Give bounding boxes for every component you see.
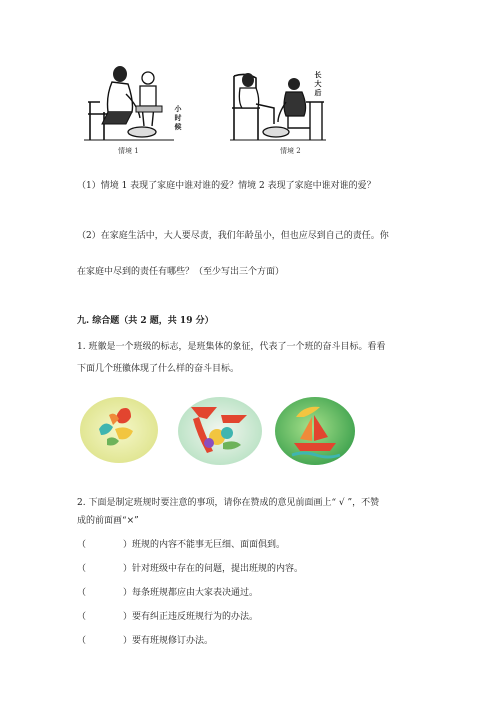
option-2: （ ）针对班级中存在的问题，提出班规的内容。 xyxy=(77,561,303,574)
option-5: （ ）要有班规修订办法。 xyxy=(77,633,213,646)
option-1-text: 班规的内容不能事无巨细、面面俱到。 xyxy=(132,540,286,550)
option-3-text: 每条班规都应由大家表决通过。 xyxy=(132,588,259,598)
answer-blank-1[interactable]: （ xyxy=(77,540,87,550)
class-badge-2 xyxy=(177,395,263,467)
scene-1-side-label: 小 时 候 xyxy=(174,104,182,131)
option-2-text: 针对班级中存在的问题，提出班规的内容。 xyxy=(132,564,304,574)
answer-blank-5[interactable]: （ xyxy=(77,636,87,646)
s9-question-1-line-2: 下面几个班徽体现了什么样的奋斗目标。 xyxy=(77,364,240,374)
answer-blank-3[interactable]: （ xyxy=(77,588,87,598)
s9-question-2-line-1: 2. 下面是制定班规时要注意的事项，请你在赞成的意见前面画上“ √ ”，不赞 xyxy=(77,498,380,508)
option-4: （ ）要有纠正违反班规行为的办法。 xyxy=(77,609,258,622)
answer-blank-4[interactable]: （ xyxy=(77,612,87,622)
scene-2-caption: 情境 2 xyxy=(280,147,301,155)
option-4-text: 要有纠正违反班规行为的办法。 xyxy=(132,612,259,622)
question-1-text: （1）情境 1 表现了家庭中谁对谁的爱？情境 2 表现了家庭中谁对谁的爱？ xyxy=(77,181,376,191)
s9-question-2-line-2: 成的前面画“×” xyxy=(77,516,139,526)
class-badge-3 xyxy=(274,395,356,467)
option-5-text: 要有班规修订办法。 xyxy=(132,636,214,646)
class-badge-1 xyxy=(79,395,159,465)
mother-washing-child-feet-image xyxy=(82,62,177,142)
illustration-scene-1 xyxy=(82,62,187,158)
question-2-text-line-2: 在家庭中尽到的责任有哪些？（至少写出三个方面） xyxy=(77,267,285,277)
question-2-text-line-1: （2）在家庭生活中，大人要尽责，我们年龄虽小，但也应尽到自己的责任。你 xyxy=(77,231,389,241)
scene-2-side-label: 长 大 后 xyxy=(314,70,322,97)
child-washing-mother-feet-image xyxy=(228,62,328,142)
option-1: （ ）班规的内容不能事无巨细、面面俱到。 xyxy=(77,537,285,550)
scene-1-caption: 情境 1 xyxy=(118,147,139,155)
answer-blank-2[interactable]: （ xyxy=(77,564,87,574)
illustration-scene-2 xyxy=(228,62,338,158)
option-3: （ ）每条班规都应由大家表决通过。 xyxy=(77,585,258,598)
s9-question-1-line-1: 1. 班徽是一个班级的标志，是班集体的象征，代表了一个班的奋斗目标。看看 xyxy=(77,342,386,352)
section-9-title: 九. 综合题（共 2 题，共 19 分） xyxy=(77,316,214,326)
